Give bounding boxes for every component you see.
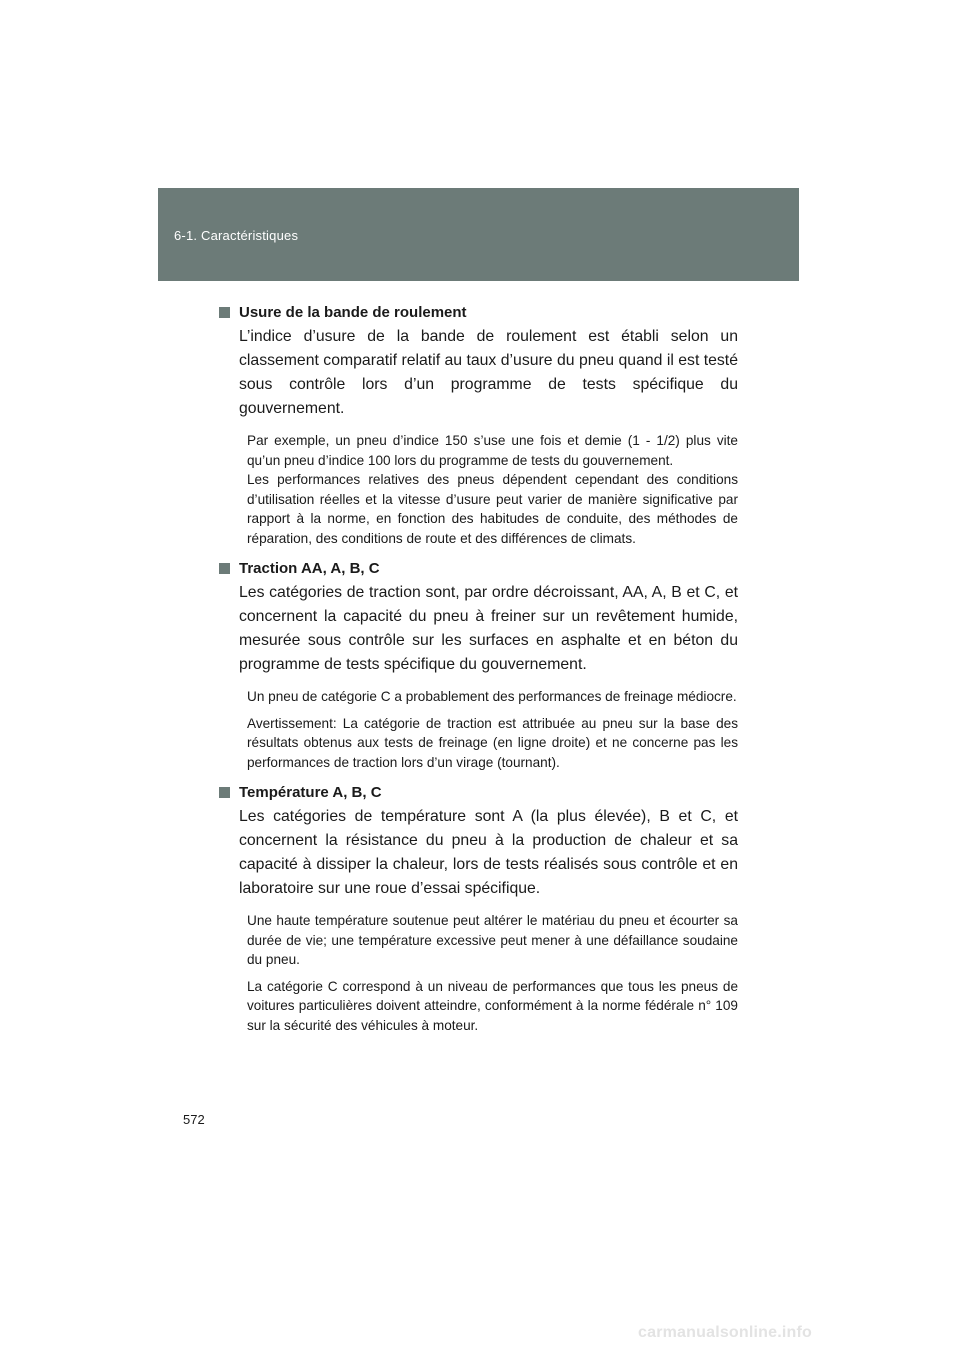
section-body: L’indice d’usure de la bande de roulement est établi selon un classement comparatif relatif au taux d’usure du pneu quand il est testé sous contrôle lors d’un programme de tests spécifique du gouvernement.: [239, 328, 738, 417]
section-temperature: [219, 782, 738, 1035]
section-note: Une haute température soutenue peut altérer le matériau du pneu et écourter sa durée de vie; une température excessive peut mener à une défaillance soudaine du pneu.: [247, 913, 738, 967]
section-tread-wear: [219, 302, 738, 548]
section-title-text: Usure de la bande de roulement: [239, 304, 467, 321]
section-body: Les catégories de température sont A (la plus élevée), B et C, et concernent la résistance du pneu à la production de chaleur et sa capacité à dissiper la chaleur, lors de tests réalisés sous contrôle et en laboratoire sur une roue d’essai spécifique.: [239, 808, 738, 897]
section-body: Les catégories de traction sont, par ordre décroissant, AA, A, B et C, et concernent la capacité du pneu à freiner sur un revêtement humide, mesurée sous contrôle sur les surfaces en asphalte et en béton du programme de tests spécifique du gouvernement.: [239, 584, 738, 673]
section-note: Un pneu de catégorie C a probablement des performances de freinage médiocre.: [247, 689, 737, 704]
section-note: Avertissement: La catégorie de traction est attribuée au pneu sur la base des résultats obtenus aux tests de freinage (en ligne droite) et ne concerne pas les performances de traction lors d’un virage (tournant).: [247, 715, 738, 770]
page-content: [219, 302, 738, 1045]
page-number: 572: [183, 1112, 205, 1127]
watermark: carmanualsonline.info: [638, 1324, 813, 1341]
square-bullet-icon: [219, 787, 230, 798]
section-label: 6-1. Caractéristiques: [174, 228, 299, 243]
section-note: Par exemple, un pneu d’indice 150 s’use une fois et demie (1 - 1/2) plus vite qu’un pneu d’indice 100 lors du programme de tests du gouvernement.: [247, 433, 738, 468]
section-heading: [219, 302, 738, 324]
section-note: Les performances relatives des pneus dépendent cependant des conditions d’utilisation réelles et la vitesse d’usure peut varier de manière significative par rapport à la norme, en fonction des habitudes de conduite, des méthodes de réparation, des conditions de route et des différences de climats.: [247, 472, 738, 546]
chapter-header-band: [158, 188, 799, 281]
section-heading: [219, 558, 738, 580]
section-title-text: Température A, B, C: [239, 784, 382, 801]
section-traction: [219, 558, 738, 772]
section-note: La catégorie C correspond à un niveau de performances que tous les pneus de voitures particulières doivent atteindre, conformément à la norme fédérale n° 109 sur la sécurité des véhicules à moteur.: [247, 978, 738, 1033]
section-heading: [219, 782, 738, 804]
square-bullet-icon: [219, 307, 230, 318]
square-bullet-icon: [219, 563, 230, 574]
section-title-text: Traction AA, A, B, C: [239, 560, 380, 577]
